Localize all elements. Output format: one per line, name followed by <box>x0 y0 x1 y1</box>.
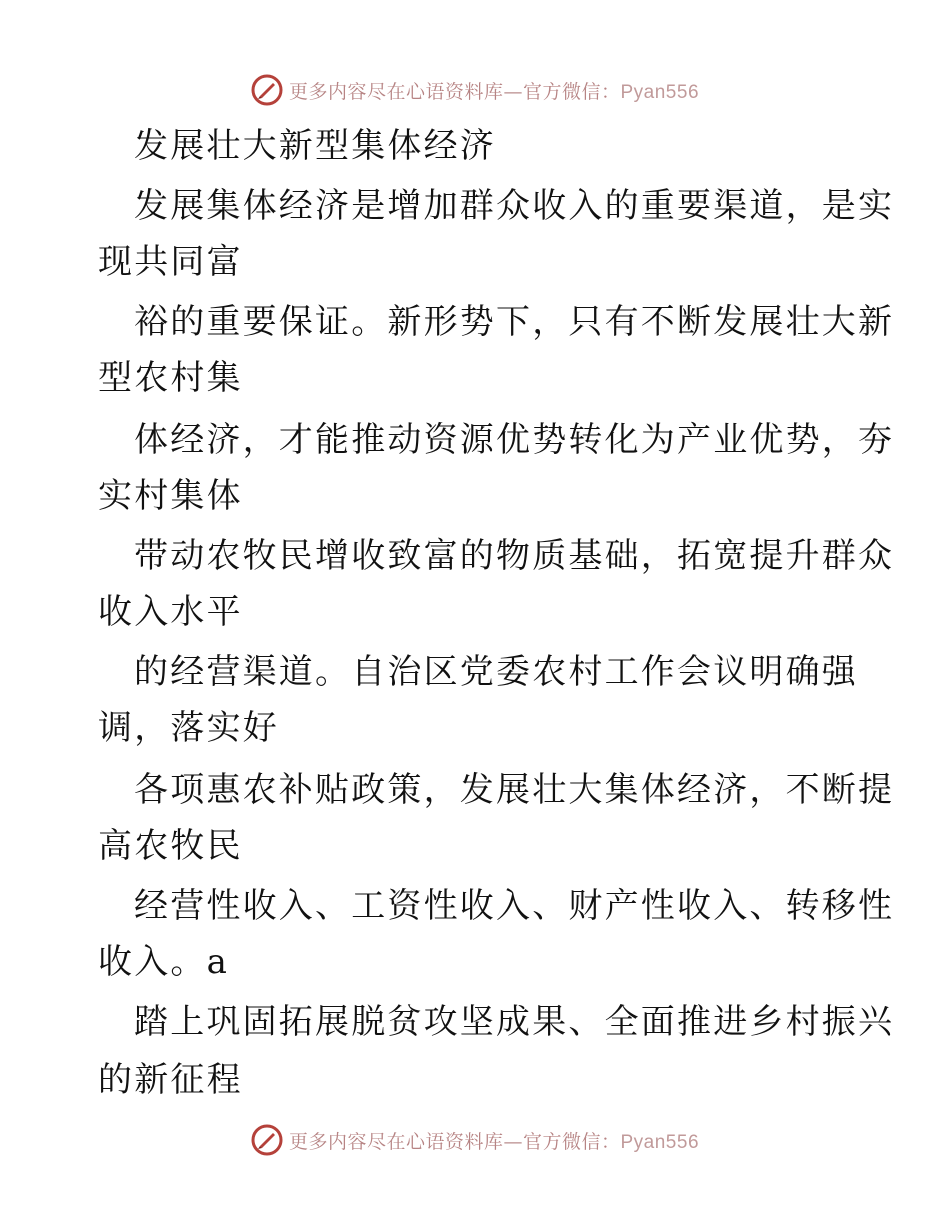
text-line: 各项惠农补贴政策，发展壮大集体经济，不断提 <box>134 770 895 810</box>
text-line: 实村集体 <box>98 476 243 516</box>
watermark-dash: — <box>503 1130 523 1153</box>
quill-logo-icon <box>251 1124 283 1156</box>
text-line: 收入。a <box>98 942 230 982</box>
text-line: 高农牧民 <box>98 826 243 866</box>
footer-watermark <box>0 1122 950 1158</box>
watermark-text <box>289 77 699 104</box>
watermark-wechat-label: 官方微信： <box>522 80 621 103</box>
text-line: 带动农牧民增收致富的物质基础，拓宽提升群众 <box>134 536 895 576</box>
watermark-text <box>289 1127 699 1154</box>
watermark-brand: 更多内容尽在心语资料库 <box>288 80 504 103</box>
text-line: 踏上巩固拓展脱贫攻坚成果、全面推进乡村振兴 <box>134 1002 895 1042</box>
watermark-id: Pyan556 <box>620 81 700 103</box>
watermark-wechat-label: 官方微信： <box>522 1130 621 1153</box>
text-line: 的新征程 <box>98 1060 243 1100</box>
text-line: 的经营渠道。自治区党委农村工作会议明确强 <box>134 652 858 692</box>
watermark-dash: — <box>503 80 523 103</box>
text-line: 调，落实好 <box>98 708 279 748</box>
text-line: 裕的重要保证。新形势下，只有不断发展壮大新 <box>134 302 895 342</box>
watermark-brand: 更多内容尽在心语资料库 <box>288 1130 504 1153</box>
text-line: 体经济，才能推动资源优势转化为产业优势，夯 <box>134 420 895 460</box>
text-line: 发展集体经济是增加群众收入的重要渠道，是实 <box>134 186 895 226</box>
quill-logo-icon <box>251 74 283 106</box>
text-line: 现共同富 <box>98 242 243 282</box>
document-title: 发展壮大新型集体经济 <box>134 126 496 166</box>
text-line: 经营性收入、工资性收入、财产性收入、转移性 <box>134 886 895 926</box>
text-line: 型农村集 <box>98 358 243 398</box>
watermark-id: Pyan556 <box>620 1131 700 1153</box>
header-watermark <box>0 72 950 108</box>
text-line: 收入水平 <box>98 592 243 632</box>
